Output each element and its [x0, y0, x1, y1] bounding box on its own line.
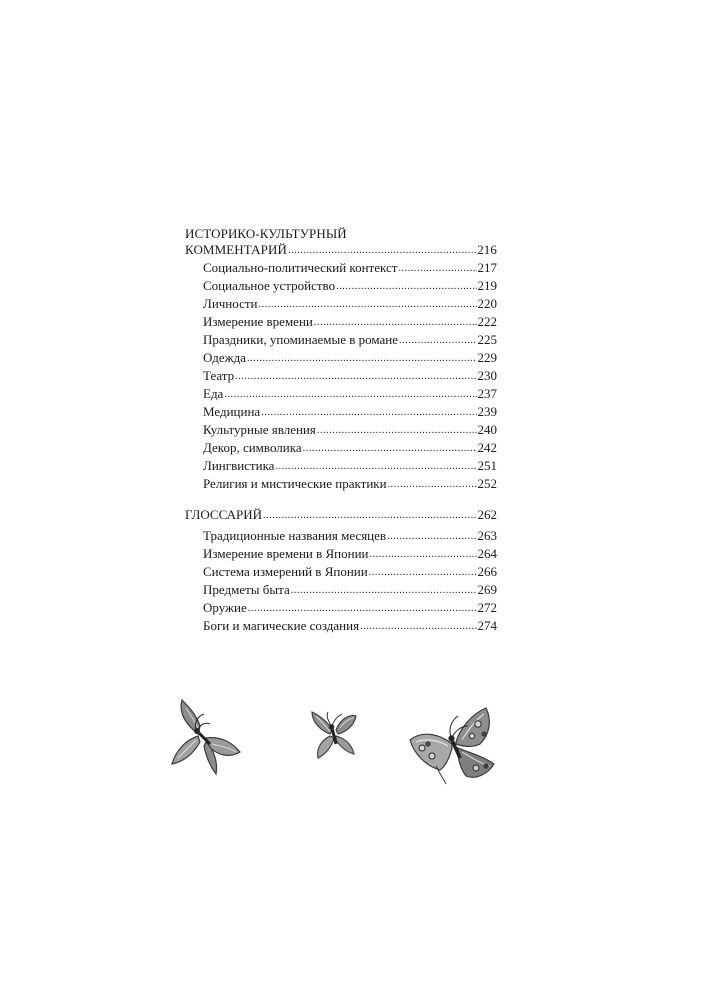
- toc-entry-title: Традиционные названия месяцев: [203, 528, 387, 543]
- dot-leader: [336, 278, 476, 296]
- toc-entry[interactable]: [185, 599, 497, 617]
- toc-entry[interactable]: [185, 331, 497, 349]
- toc-entry[interactable]: [185, 581, 497, 599]
- toc-entry[interactable]: [185, 295, 497, 313]
- toc-page-number: 239: [477, 404, 497, 419]
- dot-leader: [235, 368, 476, 386]
- toc-entry[interactable]: [185, 475, 497, 493]
- toc-page-number: 263: [477, 528, 497, 543]
- toc-entry[interactable]: [185, 545, 497, 563]
- toc-entry[interactable]: [185, 439, 497, 457]
- toc-entry-title: Религия и мистические практики: [203, 476, 387, 491]
- toc-page-number: 217: [477, 260, 497, 275]
- dot-leader: [360, 618, 476, 636]
- toc-entry[interactable]: [185, 563, 497, 581]
- toc-entry-title: Медицина: [203, 404, 261, 419]
- toc-heading-title: КОММЕНТАРИЙ: [185, 242, 287, 257]
- toc-page-number: 266: [477, 564, 497, 579]
- toc-entry-title: Система измерений в Японии: [203, 564, 368, 579]
- dot-leader: [288, 242, 476, 260]
- toc-section-glossary: [185, 506, 497, 635]
- table-of-contents: [185, 226, 497, 645]
- toc-page-number: 264: [477, 546, 497, 561]
- toc-entry-title: Театр: [203, 368, 235, 383]
- toc-entry-title: Социально-политический контекст: [203, 260, 398, 275]
- dot-leader: [261, 404, 476, 422]
- toc-page-number: 252: [477, 476, 497, 491]
- toc-entry[interactable]: [185, 421, 497, 439]
- toc-page-number: 274: [477, 618, 497, 633]
- toc-heading-entry[interactable]: [185, 241, 497, 259]
- dot-leader: [398, 260, 476, 278]
- toc-heading-line1: ИСТОРИКО-КУЛЬТУРНЫЙ: [185, 226, 347, 241]
- toc-entry[interactable]: [185, 457, 497, 475]
- toc-entry[interactable]: [185, 617, 497, 635]
- toc-page-number: 242: [477, 440, 497, 455]
- toc-entry-title: Одежда: [203, 350, 246, 365]
- toc-page-number: 272: [477, 600, 497, 615]
- toc-entry-title: Измерение времени в Японии: [203, 546, 369, 561]
- dot-leader: [291, 582, 477, 600]
- toc-entry[interactable]: [185, 277, 497, 295]
- dot-leader: [224, 386, 476, 404]
- dot-leader: [314, 314, 477, 332]
- toc-entry-title: Праздники, упоминаемые в романе: [203, 332, 399, 347]
- toc-entry[interactable]: [185, 313, 497, 331]
- toc-entry[interactable]: [185, 527, 497, 545]
- toc-entry-title: Боги и магические создания: [203, 618, 360, 633]
- dot-leader: [263, 507, 477, 525]
- toc-entry-title: Декор, символика: [203, 440, 302, 455]
- toc-entry[interactable]: [185, 385, 497, 403]
- butterfly-icon-left: [168, 696, 244, 776]
- dot-leader: [387, 528, 476, 546]
- toc-page-number: 269: [477, 582, 497, 597]
- toc-page-number: 240: [477, 422, 497, 437]
- toc-page-number: 216: [477, 242, 497, 257]
- dot-leader: [303, 440, 477, 458]
- dot-leader: [259, 296, 477, 314]
- dot-leader: [370, 546, 477, 564]
- toc-entry-title: Лингвистика: [203, 458, 275, 473]
- toc-page-number: 229: [477, 350, 497, 365]
- toc-page-number: 220: [477, 296, 497, 311]
- dot-leader: [275, 458, 476, 476]
- toc-page-number: 230: [477, 368, 497, 383]
- toc-page-number: 251: [477, 458, 497, 473]
- toc-entry-title: Культурные явления: [203, 422, 316, 437]
- dot-leader: [247, 350, 477, 368]
- toc-heading-entry[interactable]: [185, 506, 497, 524]
- toc-entry-title: Оружие: [203, 600, 247, 615]
- toc-page-number: 262: [477, 507, 497, 522]
- toc-entry[interactable]: [185, 349, 497, 367]
- toc-entry[interactable]: [185, 259, 497, 277]
- toc-page-number: 222: [477, 314, 497, 329]
- toc-page-number: 219: [477, 278, 497, 293]
- butterfly-decorations: [0, 690, 707, 800]
- toc-page-number: 237: [477, 386, 497, 401]
- dot-leader: [248, 600, 477, 618]
- dot-leader: [369, 564, 477, 582]
- toc-entry-title: Личности: [203, 296, 258, 311]
- dot-leader: [317, 422, 477, 440]
- toc-heading-title: ГЛОССАРИЙ: [185, 507, 262, 522]
- toc-section-heading: [185, 226, 497, 259]
- toc-entry-title: Еда: [203, 386, 224, 401]
- toc-entry-title: Социальное устройство: [203, 278, 336, 293]
- toc-page-number: 225: [477, 332, 497, 347]
- toc-entry-title: Измерение времени: [203, 314, 313, 329]
- butterfly-icon-middle: [306, 708, 364, 762]
- butterfly-icon-right: [406, 704, 500, 788]
- toc-entry[interactable]: [185, 367, 497, 385]
- toc-section-commentary: [185, 226, 497, 493]
- toc-entry[interactable]: [185, 403, 497, 421]
- dot-leader: [399, 332, 476, 350]
- dot-leader: [388, 476, 477, 494]
- toc-entry-title: Предметы быта: [203, 582, 290, 597]
